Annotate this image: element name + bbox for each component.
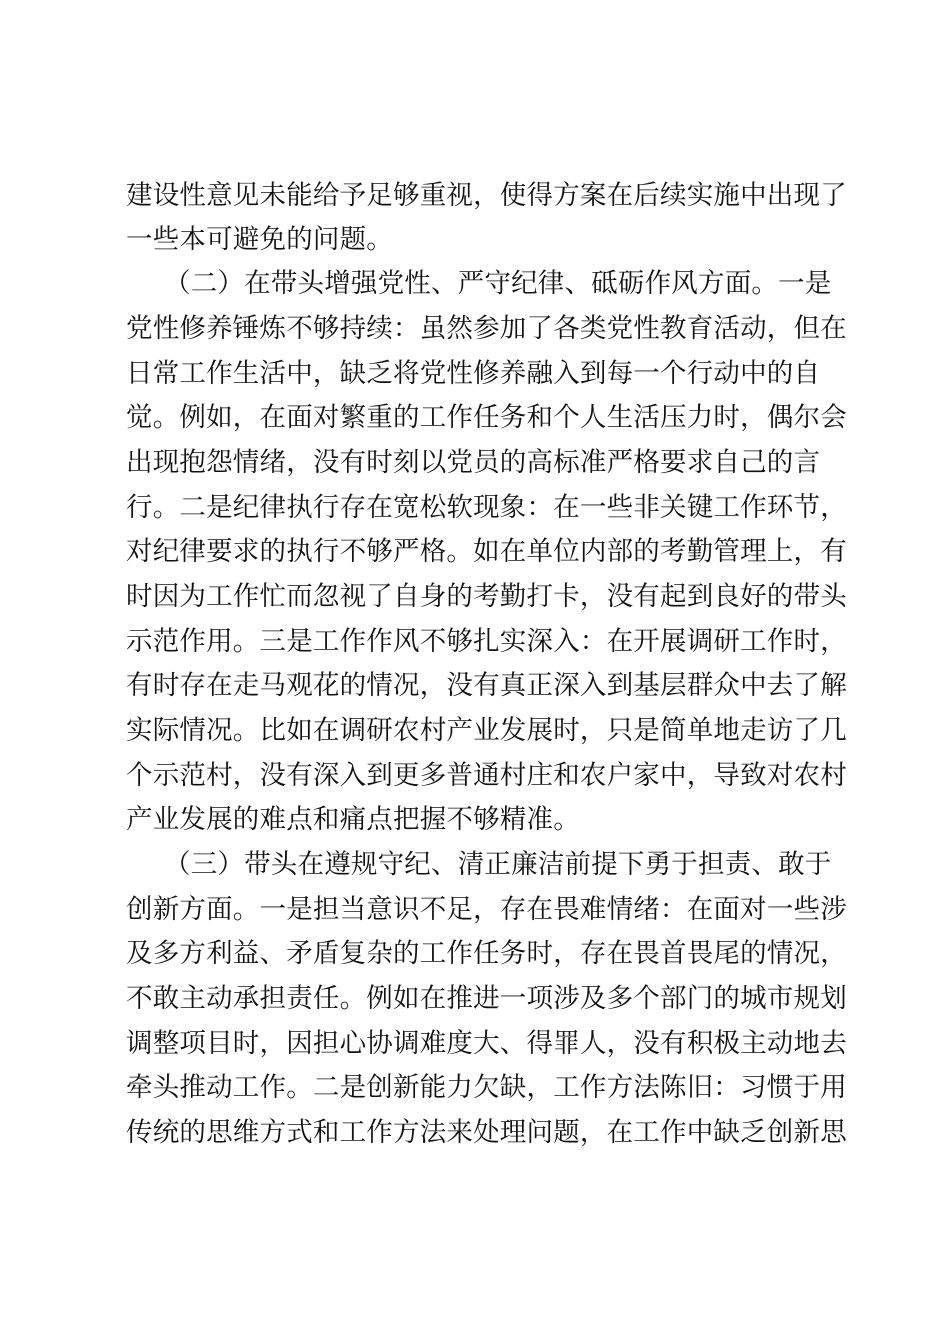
text-line: 及多方利益、矛盾复杂的工作任务时，存在畏首畏尾的情况， — [126, 938, 847, 969]
text-line: 日常工作生活中，缺乏将党性修养融入到每一个行动中的自 — [126, 358, 821, 389]
text-line: 传统的思维方式和工作方法来处理问题，在工作中缺乏创新思 — [126, 1117, 847, 1148]
section-heading-line: （三）带头在遵规守纪、清正廉洁前提下勇于担责、敢于 — [164, 849, 832, 880]
text-line: 建设性意见未能给予足够重视，使得方案在后续实施中出现了 — [126, 180, 847, 211]
text-line: 出现抱怨情绪，没有时刻以党员的高标准严格要求自己的言 — [126, 447, 821, 478]
text-line: 牵头推动工作。二是创新能力欠缺，工作方法陈旧：习惯于用 — [126, 1072, 847, 1103]
text-line: 行。二是纪律执行存在宽松软现象：在一些非关键工作环节， — [126, 492, 847, 523]
text-line: 产业发展的难点和痛点把握不够精准。 — [126, 804, 580, 835]
text-line: 一些本可避免的问题。 — [126, 224, 393, 255]
text-line: 不敢主动承担责任。例如在推进一项涉及多个部门的城市规划 — [126, 983, 847, 1014]
text-line: 有时存在走马观花的情况，没有真正深入到基层群众中去了解 — [126, 670, 847, 701]
text-line: 对纪律要求的执行不够严格。如在单位内部的考勤管理上，有 — [126, 536, 847, 567]
section-heading-line: （二）在带头增强党性、严守纪律、砥砺作风方面。一是 — [164, 268, 832, 299]
text-line: 党性修养锤炼不够持续：虽然参加了各类党性教育活动，但在 — [126, 313, 847, 344]
text-line: 创新方面。一是担当意识不足，存在畏难情绪：在面对一些涉 — [126, 894, 847, 925]
text-line: 时因为工作忙而忽视了自身的考勤打卡，没有起到良好的带头 — [126, 581, 847, 612]
text-line: 示范作用。三是工作作风不够扎实深入：在开展调研工作时， — [126, 626, 847, 657]
text-line: 调整项目时，因担心协调难度大、得罪人，没有积极主动地去 — [126, 1028, 847, 1059]
text-line: 觉。例如，在面对繁重的工作任务和个人生活压力时，偶尔会 — [126, 402, 847, 433]
text-line: 实际情况。比如在调研农村产业发展时，只是简单地走访了几 — [126, 715, 847, 746]
text-line: 个示范村，没有深入到更多普通村庄和农户家中，导致对农村 — [126, 760, 847, 791]
